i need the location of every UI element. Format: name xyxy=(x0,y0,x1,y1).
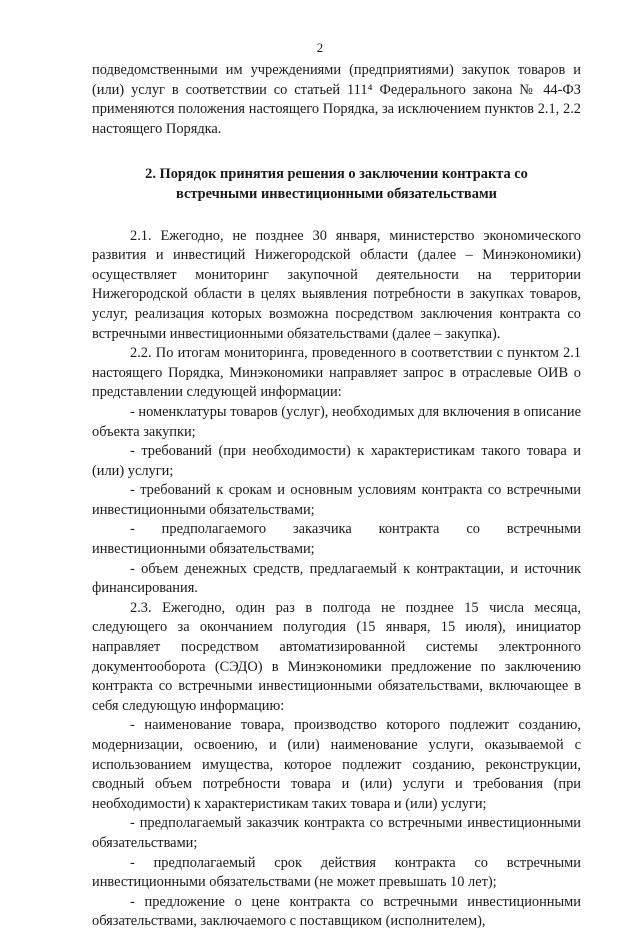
list-item: - предложение о цене контракта со встречными инвестиционными обязательствами, заключаемого с поставщиком (исполнителем), xyxy=(92,893,581,930)
list-item: - предполагаемый заказчик контракта со встречными инвестиционными обязательствами; xyxy=(92,815,581,851)
page-number: 2 xyxy=(316,40,324,55)
list-item: - предполагаемого заказчика контракта со встречными инвестиционными обязательствами; xyxy=(92,521,581,558)
document-body xyxy=(92,61,581,932)
intro-paragraph: подведомственными им учреждениями (предприятиями) закупок товаров и (или) услуг в соответствии со статьей 111⁴ Федерального закона № 44-ФЗ применяются положения настоящего Порядка, за исключением пунктов 2.1, 2.2 настоящего Порядка. xyxy=(92,62,581,137)
list-item: - объем денежных средств, предлагаемый к контрактации, и источник финансирования. xyxy=(92,560,581,597)
list-item: - требований к срокам и основным условиям контракта со встречными инвестиционными обязательствами; xyxy=(92,482,581,518)
list-item: - предполагаемый срок действия контракта со встречными инвестиционными обязательствами (не может превышать 10 лет); xyxy=(92,854,581,891)
section-title-line-2: встречными инвестиционными обязательствами xyxy=(176,185,497,202)
list-item: - номенклатуры товаров (услуг), необходимых для включения в описание объекта закупки; xyxy=(92,403,581,440)
list-item: - требований (при необходимости) к характеристикам такого товара и (или) услуги; xyxy=(92,443,581,479)
paragraph-2-2: 2.2. По итогам мониторинга, проведенного в соответствии с пунктом 2.1 настоящего Порядка, Минэкономики направляет запрос в отраслевые ОИВ о представлении следующей информации: xyxy=(92,345,581,401)
paragraph-2-3: 2.3. Ежегодно, один раз в полгода не позднее 15 числа месяца, следующего за окончанием полугодия (15 января, 15 июля), инициатор направляет посредством автоматизированной системы электронного документооборота (СЭДО) в Минэкономики предложение по заключению контракта со встречными инвестиционными обязательствами, включающее в себя следующую информацию: xyxy=(92,599,581,714)
section-title xyxy=(92,165,581,204)
section-title-line-1: 2. Порядок принятия решения о заключении контракта со xyxy=(145,166,528,183)
list-item: - наименование товара, производство которого подлежит созданию, модернизации, освоению, и (или) наименование услуги, оказываемой с использованием имущества, которое подлежит созданию, реконструкции, сводный объем потребности товара и (или) услуги и требования (при необходимости) к характеристикам таких товара и (или) услуги; xyxy=(92,717,581,812)
paragraph-2-1: 2.1. Ежегодно, не позднее 30 января, министерство экономического развития и инвестиций Нижегородской области (далее – Минэкономики) осуществляет мониторинг закупочной деятельности на территории Нижегородской области в целях выявления потребности в закупках товаров, услуг, реализация которых возможна посредством заключения контракта со встречными инвестиционными обязательствами (далее – закупка). xyxy=(92,227,581,342)
